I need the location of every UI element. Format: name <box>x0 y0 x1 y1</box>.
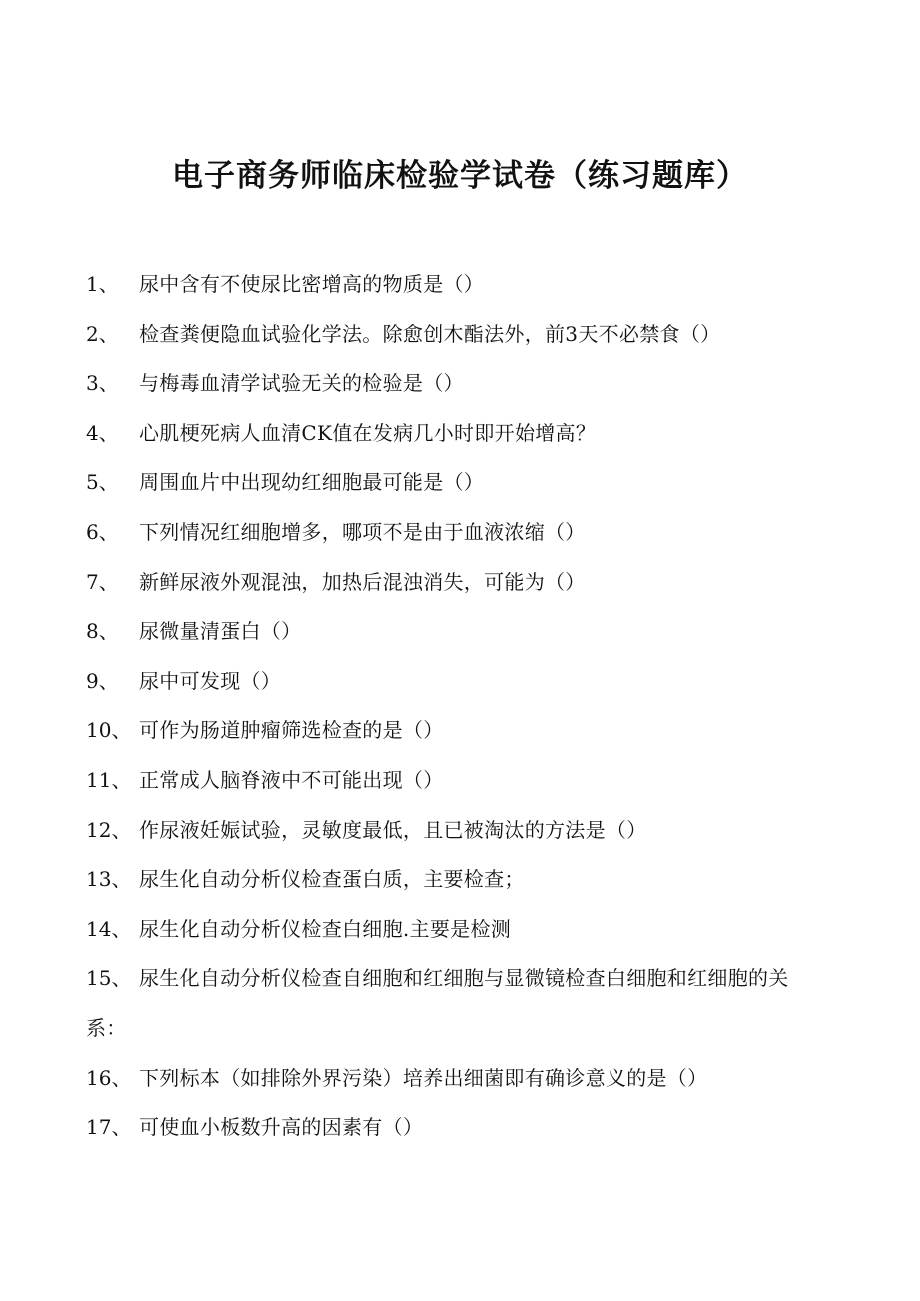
question-item-16 <box>86 1054 826 1104</box>
question-text: 心肌梗死病人血清CK值在发病几小时即开始增高？ <box>139 420 597 445</box>
question-item-13 <box>86 855 826 905</box>
question-item-1 <box>86 260 826 310</box>
question-number: 17、 <box>86 1115 132 1140</box>
question-text: 尿生化自动分析仪检查白细胞.主要是检测 <box>139 916 512 941</box>
question-number: 6、 <box>86 519 119 544</box>
question-item-7 <box>86 558 826 608</box>
question-text: 周围血片中出现幼红细胞最可能是（） <box>139 470 485 495</box>
question-number: 4、 <box>86 420 119 445</box>
question-item-15 <box>86 954 826 1053</box>
question-list <box>86 260 826 1153</box>
question-text: 可使血小板数升高的因素有（） <box>139 1115 424 1140</box>
question-item-8 <box>86 607 826 657</box>
question-text: 检查粪便隐血试验化学法。除愈创木酯法外，前3天不必禁食（） <box>139 321 721 346</box>
question-text: 下列标本（如排除外界污染）培养出细菌即有确诊意义的是（） <box>139 1065 708 1090</box>
question-number: 9、 <box>86 668 119 693</box>
question-number: 13、 <box>86 867 132 892</box>
question-text: 下列情况红细胞增多，哪项不是由于血液浓缩（） <box>139 519 586 544</box>
question-text: 尿中可发现（） <box>139 668 282 693</box>
page-title: 电子商务师临床检验学试卷（练习题库） <box>172 157 748 194</box>
question-item-9 <box>86 657 826 707</box>
question-number: 12、 <box>86 817 132 842</box>
question-text: 尿微量清蛋白（） <box>139 619 302 644</box>
question-item-12 <box>86 806 826 856</box>
question-item-6 <box>86 508 826 558</box>
question-number: 8、 <box>86 619 119 644</box>
question-number: 16、 <box>86 1065 132 1090</box>
question-text: 正常成人脑脊液中不可能出现（） <box>139 767 444 792</box>
question-number: 15、 <box>86 966 132 991</box>
question-number: 11、 <box>86 767 132 792</box>
question-number: 3、 <box>86 371 119 396</box>
question-number: 5、 <box>86 470 119 495</box>
question-text: 新鲜尿液外观混浊，加热后混浊消失，可能为（） <box>139 569 586 594</box>
question-text: 可作为肠道肿瘤筛选检查的是（） <box>139 718 444 743</box>
question-item-3 <box>86 359 826 409</box>
question-item-10 <box>86 706 826 756</box>
question-number: 2、 <box>86 321 119 346</box>
question-text: 与梅毒血清学试验无关的检验是（） <box>139 371 464 396</box>
question-item-11 <box>86 756 826 806</box>
question-item-5 <box>86 458 826 508</box>
question-number: 10、 <box>86 718 132 743</box>
question-item-17 <box>86 1103 826 1153</box>
question-text: 尿生化自动分析仪检查蛋白质，主要检查； <box>139 867 525 892</box>
question-item-2 <box>86 310 826 360</box>
question-item-14 <box>86 905 826 955</box>
question-text: 尿生化自动分析仪检查自细胞和红细胞与显微镜检查白细胞和红细胞的关系： <box>86 966 789 1040</box>
question-item-4 <box>86 409 826 459</box>
question-text: 作尿液妊娠试验，灵敏度最低，且已被淘汰的方法是（） <box>139 817 647 842</box>
question-number: 1、 <box>86 272 119 296</box>
question-number: 7、 <box>86 569 119 594</box>
question-number: 14、 <box>86 916 132 941</box>
question-text: 尿中含有不使尿比密增高的物质是（） <box>139 272 485 296</box>
